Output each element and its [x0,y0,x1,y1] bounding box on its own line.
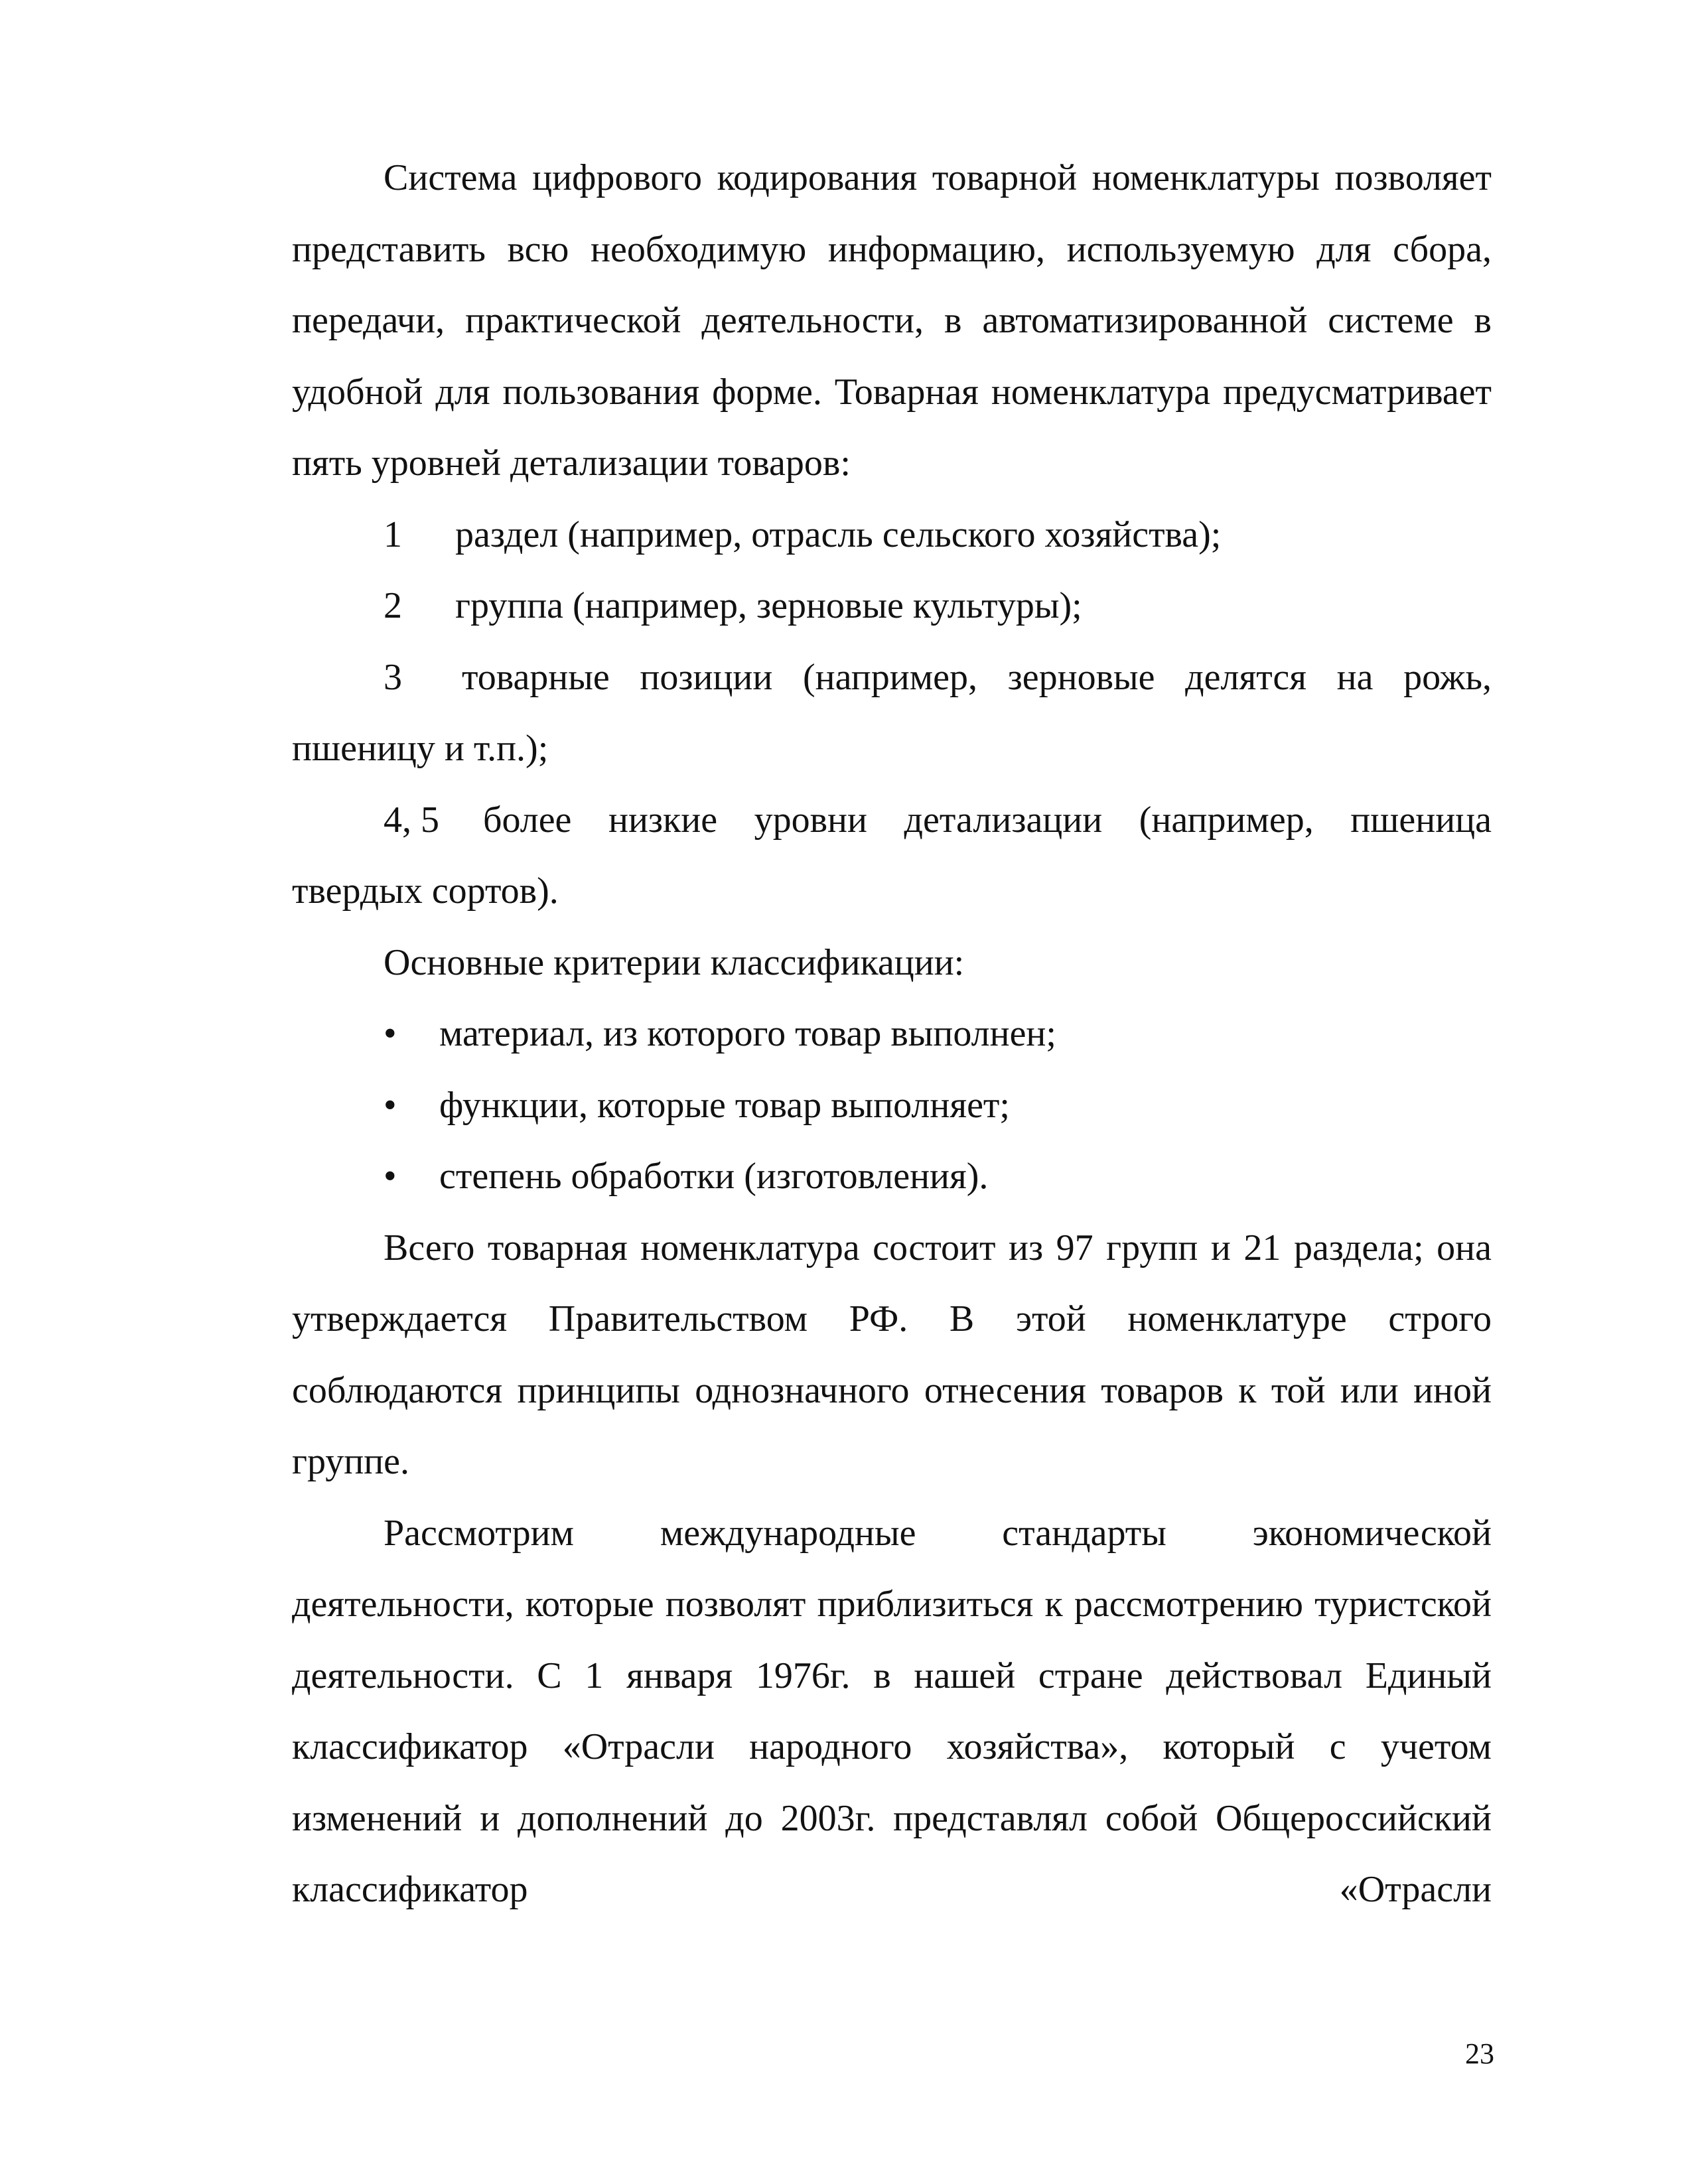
paragraph-international-standards: Рассмотрим международные стандарты экономической деятельности, которые позволят приблизиться к рассмотрению туристской деятельности. С 1 января 1976г. в нашей стране действовал Единый классификатор «Отрасли народного хозяйства», который с учетом изменений и дополнений до 2003г. представлял собой Общероссийский классификатор «Отрасли [292,1512,1492,1910]
bullet-icon: • [384,1013,397,1054]
paragraph-total-groups: Всего товарная номенклатура состоит из 97 групп и 21 раздела; она утверждается Правительством РФ. В этой номенклатуре строго соблюдаются принципы однозначного отнесения товаров к той или иной группе. [292,1227,1492,1482]
bullet-text: материал, из которого товар выполнен; [439,1013,1056,1054]
level-item-1 [292,500,1492,571]
page-number: 23 [1465,2037,1494,2070]
level-text: группа (например, зерновые культуры); [455,585,1082,626]
level-text: раздел (например, отрасль сельского хозяйства); [455,513,1222,555]
body-text [292,143,1492,1926]
level-number: 4, 5 [384,799,439,841]
level-text: более низкие уровни детализации (например, пшеница твердых сортов). [292,799,1492,912]
bullet-icon: • [384,1084,397,1126]
bullet-icon: • [384,1156,397,1197]
level-text: товарные позиции (например, зерновые делятся на рожь, пшеницу и т.п.); [292,656,1492,769]
level-item-3 [292,642,1492,785]
bullet-text: функции, которые товар выполняет; [439,1084,1010,1126]
bullet-item-material [292,998,1492,1070]
level-item-2 [292,571,1492,642]
level-number: 2 [384,585,402,626]
bullet-item-functions [292,1070,1492,1142]
paragraph-coding-system: Система цифрового кодирования товарной номенклатуры позволяет представить всю необходимую информацию, используемую для сбора, передачи, практической деятельности, в автоматизированной системе в удобной для пользования форме. Товарная номенклатура предусматривает пять уровней детализации товаров: [292,157,1492,484]
level-item-4-5 [292,785,1492,927]
bullet-text: степень обработки (изготовления). [439,1156,989,1197]
bullet-item-processing [292,1141,1492,1213]
level-number: 1 [384,513,402,555]
criteria-heading: Основные критерии классификации: [384,941,965,983]
level-number: 3 [384,656,402,698]
